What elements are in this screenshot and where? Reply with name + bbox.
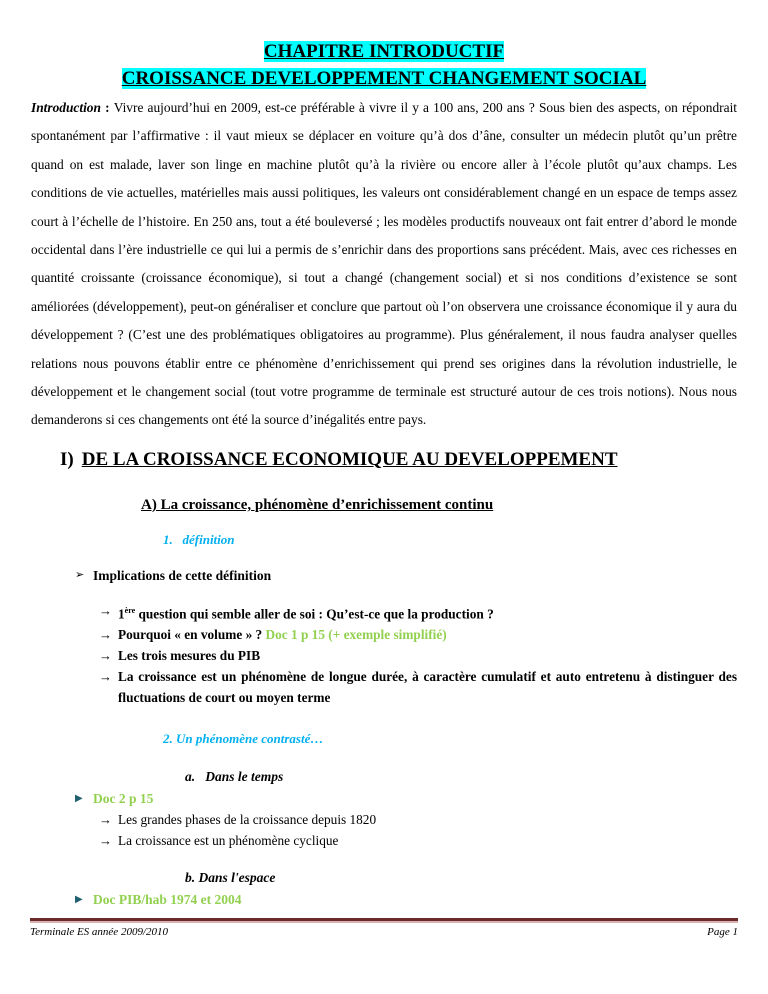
doc-row	[31, 889, 737, 910]
arrow-icon: →	[99, 627, 112, 643]
footer-left: Terminale ES année 2009/2010	[30, 926, 168, 938]
triangle-bullet-icon: ▶	[75, 793, 83, 805]
page-number: Page 1	[707, 926, 738, 938]
arrow-icon: →	[99, 833, 112, 849]
triangle-bullet-icon: ▶	[75, 894, 83, 906]
subsection-heading: A) La croissance, phénomène d’enrichissement continu	[141, 496, 494, 513]
document-body	[31, 38, 737, 910]
arrow-icon: →	[99, 669, 112, 685]
list-item: → La croissance est un phénomène cyclique	[31, 830, 737, 851]
arrow-icon: →	[99, 602, 112, 618]
list-item: → Pourquoi « en volume » ? Doc 1 p 15 (+ exemple simplifié)	[31, 624, 737, 645]
implications-list	[31, 600, 737, 708]
intro-paragraph: Introduction : Vivre aujourd’hui en 2009, est-ce préférable à vivre il y a 100 ans, 200 ans ? Sous bien des aspects, on répondrait spontanément par l’affirmative : il vaut mieux se déplacer en voiture qu’à dos d’âne, consulter un médecin plutôt qu’un prêtre quand on est malade, laver son linge en machine plutôt qu’à la rivière ou encore aller à l’école plutôt qu’aux champs. Les conditions de vie actuelles, matérielles mais aussi politiques, les valeurs ont considérablement changé en un espace de temps assez court à l’échelle de l’histoire. En 250 ans, tout a été bouleversé ; les modèles productifs nouveaux ont fait entrer d’abord le monde occidental dans l’ère industrielle ce qui lui a permis de s’enrichir dans des proportions sans précédent. Mais, avec ces richesses en quantité croissante (croissance économique), si tout a changé (changement social) et si nos conditions d’existence se sont améliorées (développement), peut-on généraliser et conclure que partout où l’on observera une croissance économique il y aura du développement ? (C’est une des problématiques obligatoires au programme). Plus généralement, il nous faudra analyser quelles relations nous pouvons établir entre ce phénomène d’enrichissement qui prend ses origines dans la révolution industrielle, le développement et le changement social (tout votre programme de terminale est structuré autour de ces trois notions). Nous nous demanderons si ces changements ont été la source d’inégalités entre pays.	[31, 100, 738, 428]
arrow-icon: →	[99, 812, 112, 828]
arrowhead-bullet-icon: ➢	[75, 568, 85, 581]
sub-point-temps: a. Dans le temps	[185, 769, 284, 785]
list-item: → 1ère question qui semble aller de soi : Qu’est-ce que la production ?	[31, 600, 737, 624]
section-heading: I) DE LA CROISSANCE ECONOMIQUE AU DEVELOPPEMENT	[60, 448, 618, 470]
chapter-title: CHAPITRE INTRODUCTIF	[263, 41, 505, 62]
point-definition: 1. définition	[163, 531, 235, 547]
chapter-subtitle: CROISSANCE DEVELOPPEMENT CHANGEMENT SOCIAL	[121, 68, 647, 89]
sub-point-espace: b. Dans l'espace	[185, 870, 276, 886]
arrow-icon: →	[99, 648, 112, 664]
doc-reference: Doc PIB/hab 1974 et 2004	[93, 892, 242, 908]
list-item: → Les grandes phases de la croissance depuis 1820	[31, 809, 737, 830]
implications-row	[31, 565, 737, 586]
list-item: → Les trois mesures du PIB	[31, 645, 737, 666]
footer-divider	[30, 918, 738, 923]
implications-heading: Implications de cette définition	[93, 567, 272, 583]
doc-reference: Doc 2 p 15	[93, 791, 154, 807]
doc-row	[31, 788, 737, 809]
point-contraste: 2. Un phénomène contrasté…	[163, 731, 324, 747]
list-item: → La croissance est un phénomène de longue durée, à caractère cumulatif et auto entretenu à distinguer des fluctuations de court ou moyen terme	[31, 666, 737, 708]
